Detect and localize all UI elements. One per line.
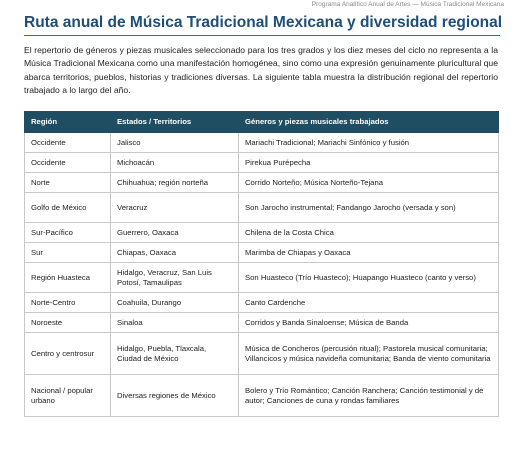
cell-genres: Son Huasteco (Trío Huasteco); Huapango Huasteco (canto y verso): [239, 263, 499, 293]
table-row: [25, 133, 499, 153]
cell-region: Sur: [25, 243, 111, 263]
table-row: [25, 333, 499, 375]
cell-states: Michoacán: [111, 153, 239, 173]
cell-region: Región Huasteca: [25, 263, 111, 293]
cell-genres: Mariachi Tradicional; Mariachi Sinfónico y fusión: [239, 133, 499, 153]
cell-genres: Chilena de la Costa Chica: [239, 223, 499, 243]
cell-states: Chihuahua; región norteña: [111, 173, 239, 193]
cell-states: Sinaloa: [111, 313, 239, 333]
cell-states: Hidalgo, Veracruz, San Luis Potosí, Tamaulipas: [111, 263, 239, 293]
cell-region: Occidente: [25, 133, 111, 153]
cell-states: Jalisco: [111, 133, 239, 153]
header-genres: Géneros y piezas musicales trabajados: [239, 112, 499, 133]
cell-region: Occidente: [25, 153, 111, 173]
cell-states: Hidalgo, Puebla, Tlaxcala, Ciudad de México: [111, 333, 239, 375]
table-row: [25, 375, 499, 417]
table-header-row: [25, 112, 499, 133]
page-title: Ruta anual de Música Tradicional Mexicana y diversidad regional: [24, 14, 500, 36]
table-row: [25, 223, 499, 243]
intro-paragraph: El repertorio de géneros y piezas musicales seleccionado para los tres grados y los diez meses del ciclo no representa a la Música Tradicional Mexicana como una manifestación homogénea, sino como una expresión genuinamente pluricultural que abarca territorios, pueblos, historias y tradiciones diversas. La siguiente tabla muestra la distribución regional del repertorio trabajado a lo largo del año.: [24, 45, 498, 96]
header-states: Estados / Territorios: [111, 112, 239, 133]
cell-genres: Marimba de Chiapas y Oaxaca: [239, 243, 499, 263]
cell-states: Guerrero, Oaxaca: [111, 223, 239, 243]
table-row: [25, 263, 499, 293]
cell-region: Noroeste: [25, 313, 111, 333]
cell-region: Nacional / popular urbano: [25, 375, 111, 417]
cell-states: Diversas regiones de México: [111, 375, 239, 417]
cell-genres: Corridos y Banda Sinaloense; Música de Banda: [239, 313, 499, 333]
cell-region: Sur-Pacífico: [25, 223, 111, 243]
cell-genres: Bolero y Trío Romántico; Canción Ranchera; Canción testimonial y de autor; Canciones de cuna y rondas familiares: [239, 375, 499, 417]
repertoire-table: [24, 111, 499, 417]
cell-genres: Corrido Norteño; Música Norteño-Tejana: [239, 173, 499, 193]
cell-genres: Canto Cardenche: [239, 293, 499, 313]
cell-states: Chiapas, Oaxaca: [111, 243, 239, 263]
table-row: [25, 313, 499, 333]
cell-region: Centro y centrosur: [25, 333, 111, 375]
cell-states: Coahuila, Durango: [111, 293, 239, 313]
cell-genres: Música de Concheros (percusión ritual); Pastorela musical comunitaria; Villancicos y música navideña comunitaria; Banda de viento comunitaria: [239, 333, 499, 375]
cell-genres: Son Jarocho instrumental; Fandango Jarocho (versada y son): [239, 193, 499, 223]
cell-genres: Pirekua Purépecha: [239, 153, 499, 173]
table-row: [25, 153, 499, 173]
table-row: [25, 173, 499, 193]
table-row: [25, 243, 499, 263]
table-row: [25, 293, 499, 313]
running-header: Programa Analítico Anual de Artes — Música Tradicional Mexicana: [311, 1, 504, 8]
cell-states: Veracruz: [111, 193, 239, 223]
cell-region: Norte-Centro: [25, 293, 111, 313]
table-row: [25, 193, 499, 223]
header-region: Región: [25, 112, 111, 133]
cell-region: Golfo de México: [25, 193, 111, 223]
cell-region: Norte: [25, 173, 111, 193]
